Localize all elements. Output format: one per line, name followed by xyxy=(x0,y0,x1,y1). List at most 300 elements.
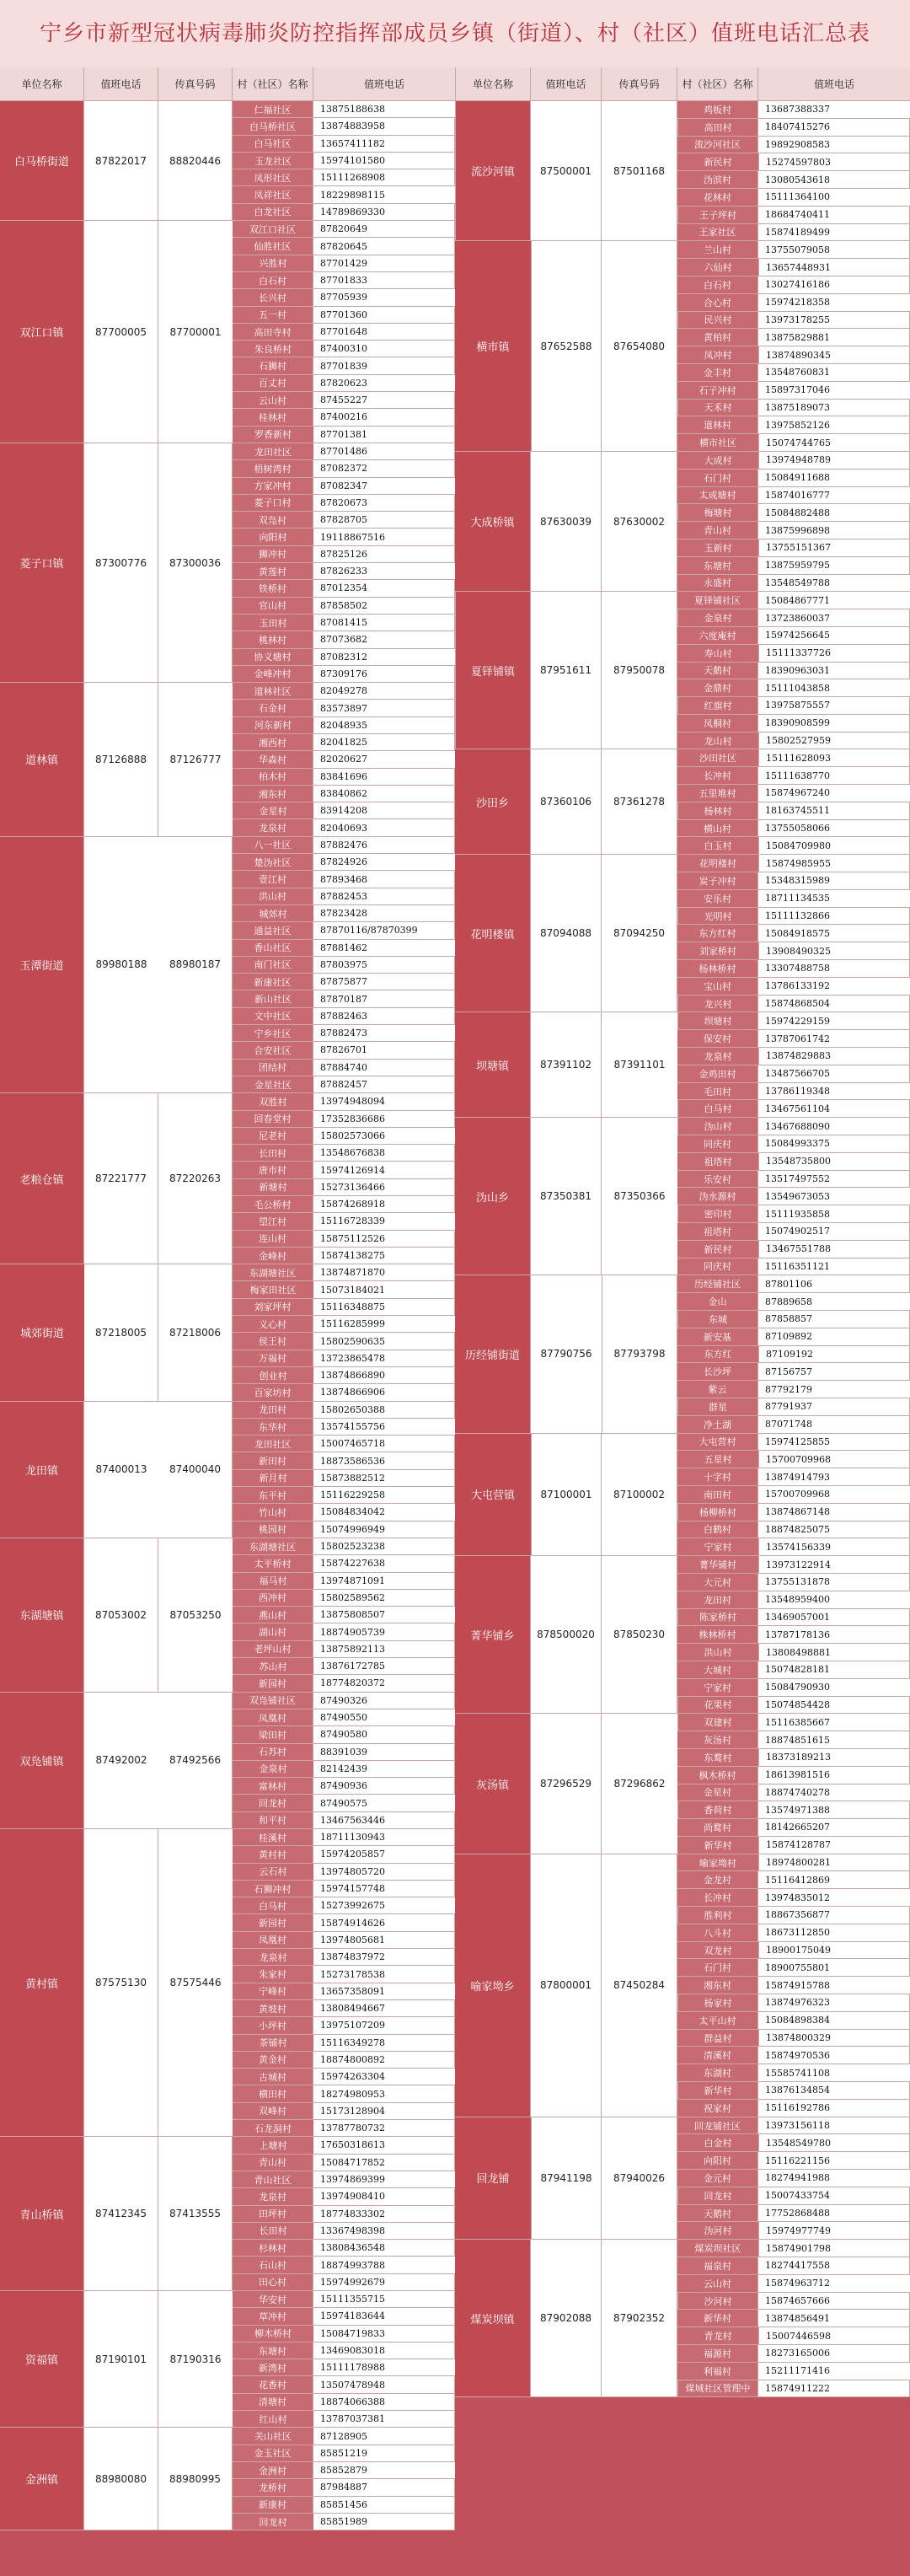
village-phone: 13755079058 xyxy=(758,241,910,259)
village-phone: 15084911688 xyxy=(758,470,910,487)
village-name: 新华村 xyxy=(677,2310,758,2327)
village-name: 楚沩社区 xyxy=(233,854,313,871)
village-name: 利福村 xyxy=(677,2363,758,2380)
village-name: 夏铎铺社区 xyxy=(677,592,758,609)
village-name: 金鸡田村 xyxy=(677,1065,758,1083)
village-name: 永盛村 xyxy=(677,575,758,593)
village-name: 道林社区 xyxy=(233,683,313,700)
village-phone: 13548676838 xyxy=(313,1145,455,1162)
village-name: 湘东村 xyxy=(233,786,313,802)
town-name: 龙田镇 xyxy=(0,1402,84,1538)
village-phone: 15116412869 xyxy=(758,1871,910,1889)
village-name: 天禾村 xyxy=(677,400,758,417)
village-phone: 87820673 xyxy=(313,495,455,512)
village-phone: 15974263304 xyxy=(313,2069,455,2085)
village-name: 南门社区 xyxy=(233,957,313,974)
village-phone: 87791937 xyxy=(758,1398,910,1416)
village-phone: 15111043858 xyxy=(758,679,910,697)
village-name: 红山村 xyxy=(233,2411,313,2428)
village-name: 杉林村 xyxy=(233,2240,313,2257)
village-phone: 87701833 xyxy=(313,272,455,289)
village-name: 石门村 xyxy=(677,470,758,487)
village-phone: 87881462 xyxy=(313,940,455,957)
header-unit: 单位名称 xyxy=(0,67,84,101)
village-name: 光明村 xyxy=(677,908,758,926)
village-name: 五里堆村 xyxy=(677,785,758,802)
village-phone: 15111132866 xyxy=(758,908,910,926)
village-name: 清溪村 xyxy=(677,2047,758,2064)
village-phone: 15084834042 xyxy=(313,1504,455,1521)
village-name: 大成村 xyxy=(677,452,758,470)
town-fax: 87100002 xyxy=(602,1434,677,1557)
town-fax: 87220263 xyxy=(158,1093,233,1264)
village-phone: 13548549780 xyxy=(758,2134,910,2152)
village-name: 桂林村 xyxy=(233,409,313,426)
town-phone: 87652588 xyxy=(531,241,602,452)
village-phone: 13574155756 xyxy=(313,1419,455,1436)
village-phone: 15802527959 xyxy=(758,733,910,750)
village-name: 东湖塘社区 xyxy=(233,1264,313,1281)
village-phone: 87128905 xyxy=(313,2428,455,2445)
village-phone: 13874837972 xyxy=(313,1949,455,1966)
village-phone: 87082347 xyxy=(313,478,455,495)
village-phone: 15875112526 xyxy=(313,1231,455,1248)
village-phone: 18229898115 xyxy=(313,186,455,203)
village-name: 竹山村 xyxy=(233,1504,313,1521)
village-name: 五星村 xyxy=(677,1451,758,1468)
village-phone: 17352836686 xyxy=(313,1111,455,1128)
village-name: 小坪村 xyxy=(233,2017,313,2034)
town-phone: 87360106 xyxy=(531,749,602,855)
village-phone: 87858502 xyxy=(313,598,455,614)
village-phone: 15802590635 xyxy=(313,1333,455,1350)
village-phone: 15111364100 xyxy=(758,189,910,207)
village-name: 关山社区 xyxy=(233,2428,313,2445)
village-name: 双胜村 xyxy=(233,1093,313,1110)
village-name: 新华村 xyxy=(677,2082,758,2100)
village-name: 朱家村 xyxy=(233,1966,313,1983)
village-name: 白鹤村 xyxy=(677,1521,758,1539)
village-name: 沙河村 xyxy=(677,2293,758,2310)
village-phone: 15700709968 xyxy=(758,1486,910,1504)
village-name: 石门村 xyxy=(677,1959,758,1977)
village-name: 花果村 xyxy=(677,1697,758,1715)
village-phone: 82048935 xyxy=(313,717,455,734)
town-name: 横市镇 xyxy=(455,241,531,452)
village-name: 新湾村 xyxy=(233,2359,313,2376)
town-name: 白马桥街道 xyxy=(0,101,84,221)
village-phone: 87400216 xyxy=(313,409,455,426)
town-phone: 87218005 xyxy=(84,1264,158,1401)
village-phone: 87012354 xyxy=(313,580,455,597)
village-name: 黄金村 xyxy=(233,2052,313,2069)
village-phone: 15585741108 xyxy=(758,2064,910,2082)
town-phone: 87941198 xyxy=(531,2117,602,2241)
town-fax: 87902352 xyxy=(602,2240,677,2397)
village-phone: 13549673053 xyxy=(758,1188,910,1205)
header-fax: 传真号码 xyxy=(158,67,233,101)
village-phone: 15111337726 xyxy=(758,645,910,663)
village-phone: 87826701 xyxy=(313,1042,455,1059)
village-phone: 13875829881 xyxy=(758,329,910,346)
village-name: 古城村 xyxy=(233,2069,313,2085)
village-name: 龙田社区 xyxy=(233,443,313,460)
village-phone: 87870187 xyxy=(313,990,455,1007)
village-phone: 13657358091 xyxy=(313,1983,455,2000)
village-name: 义心村 xyxy=(233,1316,313,1333)
village-phone: 18373189213 xyxy=(758,1749,910,1767)
village-phone: 15874915788 xyxy=(758,1977,910,1994)
town-phone: 87951611 xyxy=(531,592,602,749)
village-name: 双建村 xyxy=(677,1714,758,1731)
town-phone: 87822017 xyxy=(84,101,158,221)
village-phone: 15111935858 xyxy=(758,1205,910,1223)
village-phone: 15111638770 xyxy=(758,767,910,785)
village-name: 东塘村 xyxy=(677,557,758,575)
village-name: 青山村 xyxy=(677,522,758,539)
village-name: 壹江村 xyxy=(233,871,313,888)
village-phone: 85852879 xyxy=(313,2462,455,2479)
village-phone: 87490580 xyxy=(313,1726,455,1743)
village-phone: 18867356877 xyxy=(758,1907,910,1924)
village-phone: 13973178255 xyxy=(758,312,910,330)
village-name: 凤凰村 xyxy=(233,1932,313,1949)
village-phone: 87490575 xyxy=(313,1795,455,1811)
village-name: 河东新村 xyxy=(233,717,313,734)
village-name: 新月村 xyxy=(233,1470,313,1487)
town-name: 双凫铺镇 xyxy=(0,1693,84,1829)
town-fax: 87413555 xyxy=(158,2137,233,2291)
village-phone: 87705939 xyxy=(313,289,455,306)
village-name: 横市社区 xyxy=(677,434,758,452)
village-phone: 13548735800 xyxy=(758,1153,910,1171)
village-phone: 15974126914 xyxy=(313,1162,455,1178)
town-fax: 88980187 xyxy=(158,837,233,1093)
village-phone: 15273136466 xyxy=(313,1179,455,1196)
village-name: 乐安村 xyxy=(677,1171,758,1189)
town-name: 回龙铺 xyxy=(455,2117,531,2241)
village-phone: 87823428 xyxy=(313,905,455,922)
village-phone: 18874825075 xyxy=(758,1521,910,1539)
village-name: 白马桥社区 xyxy=(233,118,313,135)
village-name: 桂溪村 xyxy=(233,1829,313,1846)
village-phone: 18874800892 xyxy=(313,2052,455,2069)
village-name: 南田村 xyxy=(677,1486,758,1504)
village-phone: 13908490325 xyxy=(758,942,910,960)
village-phone: 13973156118 xyxy=(758,2117,910,2135)
town-name: 玉潭街道 xyxy=(0,837,84,1093)
village-phone: 87984887 xyxy=(313,2479,455,2496)
town-phone: 87800001 xyxy=(531,1854,602,2117)
town-phone: 878500020 xyxy=(531,1556,602,1714)
village-name: 大城村 xyxy=(677,1661,758,1679)
village-phone: 13973122914 xyxy=(758,1556,910,1574)
town-name: 城郊街道 xyxy=(0,1264,84,1401)
village-name: 尚鹜村 xyxy=(677,1819,758,1837)
village-name: 罗香新村 xyxy=(233,427,313,443)
village-phone: 87082372 xyxy=(313,460,455,477)
village-phone: 15116221156 xyxy=(758,2152,910,2170)
village-name: 枫木桥村 xyxy=(677,1767,758,1784)
header-village-phone: 值班电话 xyxy=(758,67,910,101)
village-name: 官山村 xyxy=(233,598,313,614)
village-phone: 19892908583 xyxy=(758,137,910,154)
village-name: 八一社区 xyxy=(233,837,313,854)
town-phone: 87575130 xyxy=(84,1829,158,2137)
village-name: 沙田社区 xyxy=(677,749,758,767)
village-name: 宁家村 xyxy=(677,1538,758,1556)
village-phone: 87490936 xyxy=(313,1778,455,1795)
village-phone: 17650318613 xyxy=(313,2137,455,2154)
village-phone: 13517497552 xyxy=(758,1171,910,1189)
village-name: 菱子口村 xyxy=(233,495,313,512)
village-name: 福马村 xyxy=(233,1573,313,1590)
village-name: 新安基 xyxy=(677,1328,758,1346)
village-phone: 15348315989 xyxy=(758,872,910,890)
village-name: 沩山村 xyxy=(677,1118,758,1135)
village-name: 田心村 xyxy=(233,2274,313,2291)
village-name: 茶铺村 xyxy=(233,2035,313,2052)
village-phone: 15111628093 xyxy=(758,749,910,767)
village-phone: 18774820372 xyxy=(313,1675,455,1692)
village-name: 福泉村 xyxy=(677,2257,758,2275)
village-name: 历经铺社区 xyxy=(677,1275,758,1293)
village-name: 白石村 xyxy=(677,276,758,294)
village-name: 八斗村 xyxy=(677,1924,758,1942)
town-name: 老粮仓镇 xyxy=(0,1093,84,1264)
village-phone: 13467688090 xyxy=(758,1118,910,1135)
village-phone: 13808498881 xyxy=(758,1644,910,1661)
village-phone: 87309176 xyxy=(313,666,455,683)
village-name: 云石村 xyxy=(233,1864,313,1881)
village-name: 沩河村 xyxy=(677,2222,758,2240)
village-name: 青山社区 xyxy=(233,2171,313,2188)
village-phone: 82142439 xyxy=(313,1761,455,1778)
village-phone: 87820649 xyxy=(313,221,455,238)
village-phone: 87870116/87870399 xyxy=(313,922,455,939)
town-fax: 87053250 xyxy=(158,1538,233,1693)
village-phone: 13467561104 xyxy=(758,1100,910,1118)
village-phone: 87109192 xyxy=(758,1346,910,1364)
village-phone: 15802650388 xyxy=(313,1402,455,1419)
village-name: 龙兴村 xyxy=(677,996,758,1013)
village-name: 凤冲村 xyxy=(677,346,758,364)
village-name: 道林村 xyxy=(677,416,758,434)
village-name: 梁田村 xyxy=(233,1726,313,1743)
town-phone: 87492002 xyxy=(84,1693,158,1829)
village-phone: 13874866890 xyxy=(313,1367,455,1384)
village-phone: 15211171416 xyxy=(758,2363,910,2380)
village-phone: 13875808507 xyxy=(313,1607,455,1623)
village-name: 流沙河社区 xyxy=(677,137,758,154)
village-name: 上塘村 xyxy=(233,2137,313,2154)
town-phone: 87412345 xyxy=(84,2137,158,2291)
header-phone: 值班电话 xyxy=(531,67,602,101)
village-phone: 18974800281 xyxy=(758,1854,910,1872)
village-name: 龙泉村 xyxy=(233,2188,313,2205)
village-name: 双峰村 xyxy=(233,2103,313,2120)
village-name: 石山村 xyxy=(233,2257,313,2273)
village-name: 仙胜社区 xyxy=(233,238,313,255)
town-fax: 87950078 xyxy=(602,592,677,749)
village-name: 花香村 xyxy=(233,2376,313,2393)
village-name: 大元村 xyxy=(677,1574,758,1591)
town-phone: 87094088 xyxy=(531,855,602,1012)
village-name: 金星社区 xyxy=(233,1076,313,1093)
village-phone: 15802523238 xyxy=(313,1538,455,1555)
town-phone: 87053002 xyxy=(84,1538,158,1693)
village-name: 新华村 xyxy=(677,1837,758,1854)
village-phone: 13467551788 xyxy=(758,1241,910,1258)
village-phone: 87889658 xyxy=(758,1293,910,1311)
town-name: 金洲镇 xyxy=(0,2428,84,2530)
village-phone: 15897317046 xyxy=(758,382,910,400)
village-name: 石龙洞村 xyxy=(233,2120,313,2137)
village-name: 金峰村 xyxy=(233,1248,313,1264)
village-name: 云山村 xyxy=(233,392,313,409)
village-phone: 15116348875 xyxy=(313,1299,455,1316)
village-phone: 13027416186 xyxy=(758,276,910,294)
village-name: 洪山村 xyxy=(677,1644,758,1661)
village-phone: 13874883958 xyxy=(313,118,455,135)
village-phone: 15074744765 xyxy=(758,434,910,452)
village-phone: 15084709980 xyxy=(758,837,910,855)
town-phone: 87500001 xyxy=(531,101,602,241)
town-fax: 87218006 xyxy=(158,1264,233,1401)
village-phone: 13469057001 xyxy=(758,1609,910,1627)
village-phone: 87882473 xyxy=(313,1025,455,1042)
village-phone: 15084867771 xyxy=(758,592,910,609)
village-phone: 87882457 xyxy=(313,1076,455,1093)
village-phone: 18390963031 xyxy=(758,663,910,680)
town-fax: 87654080 xyxy=(602,241,677,452)
village-name: 双凫村 xyxy=(233,512,313,529)
village-name: 六仙村 xyxy=(677,259,758,276)
village-name: 沩滨村 xyxy=(677,171,758,189)
village-phone: 87071748 xyxy=(758,1416,910,1434)
left-table xyxy=(0,67,455,2530)
village-phone: 13787061742 xyxy=(758,1030,910,1048)
town-name: 历经铺街道 xyxy=(455,1275,531,1433)
village-name: 长田村 xyxy=(233,1145,313,1162)
page-title: 宁乡市新型冠状病毒肺炎防控指挥部成员乡镇（街道）、村（社区）值班电话汇总表 xyxy=(0,0,910,67)
village-phone: 18163745511 xyxy=(758,802,910,820)
village-phone: 15084790930 xyxy=(758,1679,910,1697)
village-name: 金星村 xyxy=(677,1784,758,1802)
village-name: 紫云 xyxy=(677,1381,758,1398)
village-phone: 15874970536 xyxy=(758,2047,910,2064)
village-name: 龙田村 xyxy=(233,1402,313,1419)
village-name: 太成塘村 xyxy=(677,487,758,505)
village-phone: 15116385667 xyxy=(758,1714,910,1731)
village-phone: 15116229258 xyxy=(313,1487,455,1504)
village-name: 太平桥村 xyxy=(233,1555,313,1572)
village-name: 金洲村 xyxy=(233,2462,313,2479)
header-fax: 传真号码 xyxy=(602,67,677,101)
town-fax: 87450284 xyxy=(602,1854,677,2117)
town-fax: 87850230 xyxy=(602,1556,677,1714)
village-phone: 18900175049 xyxy=(758,1942,910,1960)
village-phone: 15874268918 xyxy=(313,1196,455,1213)
village-phone: 87820623 xyxy=(313,375,455,392)
village-name: 百家坊村 xyxy=(233,1384,313,1401)
town-name: 双江口镇 xyxy=(0,221,84,443)
village-name: 玉田村 xyxy=(233,614,313,631)
village-name: 兰山村 xyxy=(677,241,758,259)
village-name: 团结村 xyxy=(233,1060,313,1076)
village-phone: 87701648 xyxy=(313,324,455,341)
village-phone: 13975875557 xyxy=(758,697,910,715)
village-name: 鸡板村 xyxy=(677,101,758,119)
village-name: 新康村 xyxy=(233,2497,313,2514)
village-phone: 15874189499 xyxy=(758,224,910,242)
village-phone: 13874829883 xyxy=(758,1048,910,1065)
village-phone: 87156757 xyxy=(758,1363,910,1381)
village-phone: 83573897 xyxy=(313,700,455,716)
village-phone: 13975852126 xyxy=(758,416,910,434)
village-phone: 13755058066 xyxy=(758,820,910,838)
village-name: 天鹅村 xyxy=(677,2205,758,2223)
village-name: 凤凰村 xyxy=(233,1709,313,1726)
header-village: 村（社区）名称 xyxy=(677,67,758,101)
village-name: 合心村 xyxy=(677,294,758,312)
village-phone: 15084993375 xyxy=(758,1135,910,1153)
village-name: 新田村 xyxy=(233,1452,313,1469)
village-phone: 15084918575 xyxy=(758,925,910,942)
village-name: 百丈村 xyxy=(233,375,313,392)
town-phone: 87221777 xyxy=(84,1093,158,1264)
village-name: 王子坪村 xyxy=(677,207,758,224)
village-name: 太平山村 xyxy=(677,2012,758,2030)
village-name: 金龙村 xyxy=(677,1871,758,1889)
village-name: 杨柳桥村 xyxy=(677,1504,758,1521)
village-name: 石狮冲村 xyxy=(233,1881,313,1897)
village-phone: 15874901798 xyxy=(758,2240,910,2257)
village-name: 沩水源村 xyxy=(677,1188,758,1205)
village-phone: 15874016777 xyxy=(758,487,910,505)
village-name: 白马村 xyxy=(677,1100,758,1118)
town-fax: 87630002 xyxy=(602,452,677,592)
village-name: 煤城社区管理中 xyxy=(677,2380,758,2398)
village-phone: 87893468 xyxy=(313,871,455,888)
village-phone: 17752868488 xyxy=(758,2205,910,2223)
village-phone: 85851456 xyxy=(313,2497,455,2514)
village-phone: 18874905739 xyxy=(313,1623,455,1640)
village-name: 东华村 xyxy=(233,1419,313,1436)
village-name: 民兴村 xyxy=(677,312,758,330)
village-name: 湖山村 xyxy=(233,1623,313,1640)
village-name: 新塘村 xyxy=(233,1179,313,1196)
village-phone: 15116728339 xyxy=(313,1213,455,1230)
village-phone: 13875996898 xyxy=(758,522,910,539)
village-phone: 13755151367 xyxy=(758,539,910,557)
town-name: 沩山乡 xyxy=(455,1118,531,1275)
village-name: 柳木桥村 xyxy=(233,2326,313,2343)
village-name: 桃林村 xyxy=(233,631,313,648)
village-name: 铁桥村 xyxy=(233,580,313,597)
village-name: 西冲村 xyxy=(233,1590,313,1607)
village-phone: 13974805681 xyxy=(313,1932,455,1949)
header-village-phone: 值班电话 xyxy=(313,67,455,101)
village-phone: 13808494667 xyxy=(313,2000,455,2017)
village-name: 高田村 xyxy=(677,119,758,137)
village-name: 喻家坳村 xyxy=(677,1854,758,1872)
village-phone: 18673112850 xyxy=(758,1924,910,1942)
village-phone: 87073682 xyxy=(313,631,455,648)
village-name: 长冲村 xyxy=(677,1889,758,1907)
village-name: 龙桥村 xyxy=(233,2479,313,2496)
village-name: 新民村 xyxy=(677,153,758,171)
